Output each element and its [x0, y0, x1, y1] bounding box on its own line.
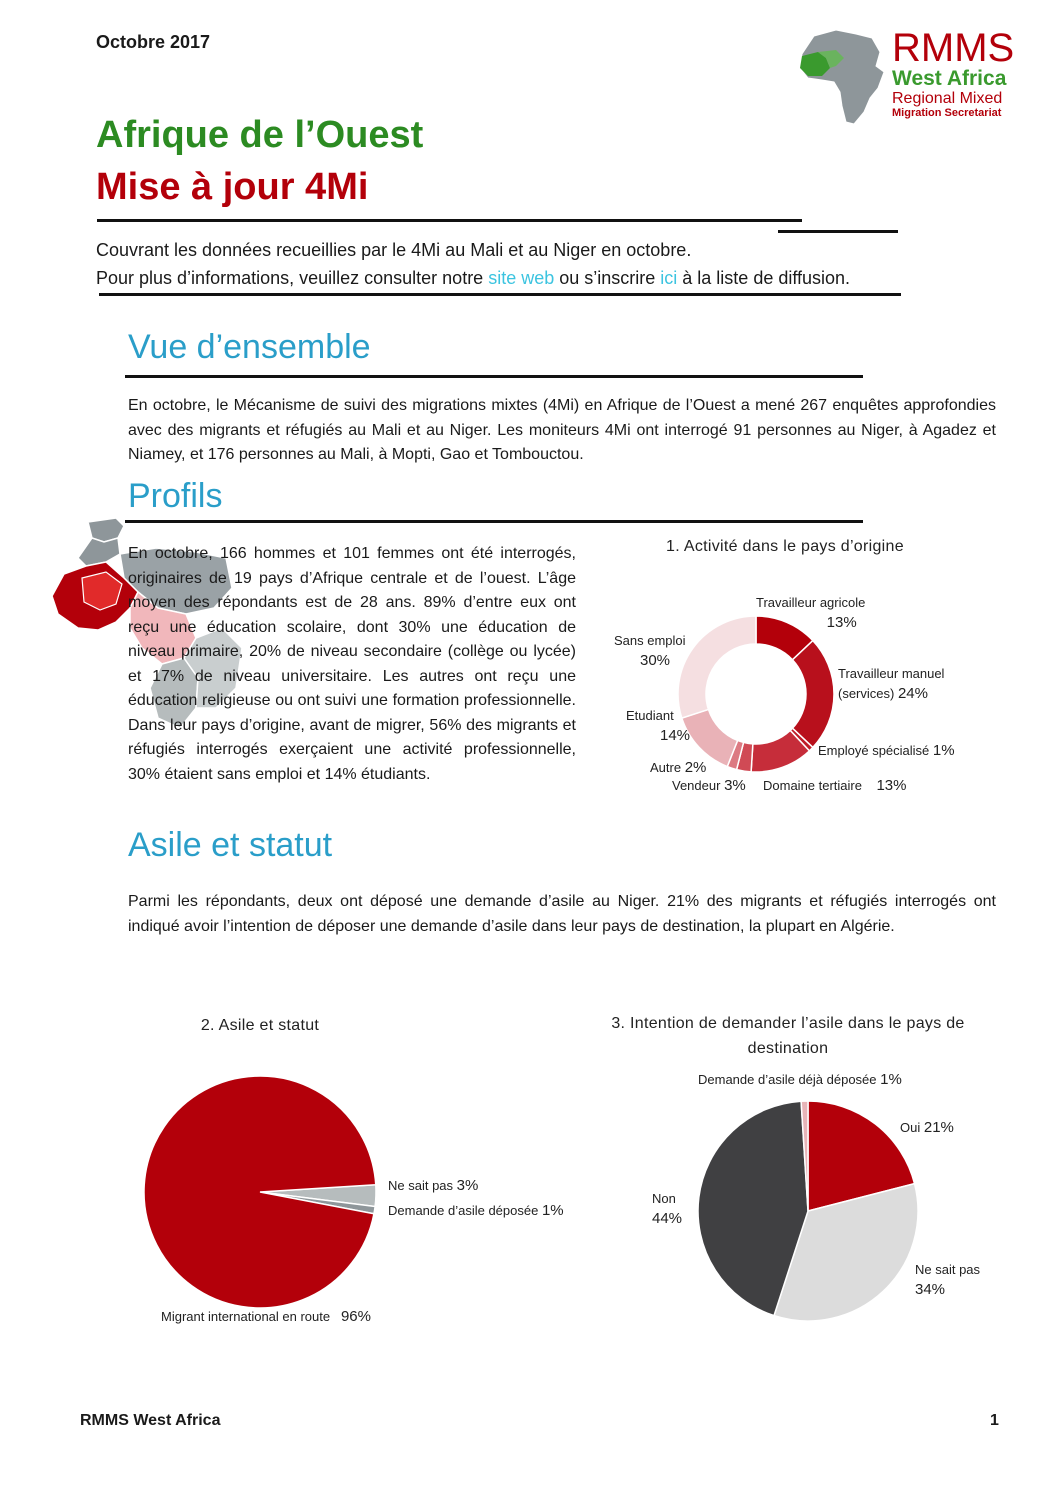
- chart1-slice-7: [678, 616, 756, 718]
- chart3-label-ne-sait-pas: [915, 1260, 980, 1300]
- chart1-label-sans-emploi-name: Sans emploi: [614, 633, 686, 648]
- chart3-label-non-name: Non: [652, 1191, 676, 1206]
- overview-heading: Vue d’ensemble: [128, 328, 371, 366]
- asile-paragraph: Parmi les répondants, deux ont déposé une demande d’asile au Niger. 21% des migrants et réfugiés interrogés ont indiqué avoir l’intention de déposer une demande d’asile dans leur pays de destination, la plupart en Algérie.: [128, 893, 996, 935]
- chart2-label-demande-name: Demande d’asile déposée: [388, 1203, 539, 1218]
- chart1-label-agricole: [756, 593, 865, 633]
- chart1-label-etudiant-name: Etudiant: [626, 708, 674, 723]
- chart3-label-oui-name: Oui: [900, 1120, 921, 1135]
- chart3-label-oui-value: 21%: [923, 1119, 954, 1136]
- chart2-label-demande: [388, 1201, 564, 1221]
- intro-line2-text-b: ou s’inscrire: [554, 268, 661, 288]
- chart1-label-sans-emploi: [614, 631, 686, 671]
- chart1-label-manuel-name: Travailleur manuel: [838, 666, 945, 681]
- chart1-label-agricole-name: Travailleur agricole: [756, 595, 866, 610]
- intro-line1: Couvrant les données recueillies par le 4Mi au Mali et au Niger en octobre.: [96, 240, 692, 260]
- activity-donut-chart: [671, 609, 841, 779]
- chart1-label-vendeur-value: 3%: [724, 777, 746, 794]
- mailing-list-link[interactable]: ici: [660, 268, 678, 288]
- status-pie-chart: [140, 1072, 380, 1312]
- chart1-slice-1: [792, 641, 834, 748]
- chart3-title: [580, 1011, 996, 1061]
- intro-bottom-rule: [99, 293, 901, 296]
- profils-heading: Profils: [128, 477, 223, 515]
- chart1-label-etudiant-value: 14%: [660, 727, 691, 744]
- chart2-label-migrant-name: Migrant international en route: [161, 1309, 331, 1324]
- overview-paragraph: En octobre, le Mécanisme de suivi des migrations mixtes (4Mi) en Afrique de l’Ouest a mené 267 enquêtes approfondies avec des migrants et réfugiés au Mali et au Niger. Les moniteurs 4Mi ont interrogé 91 personnes au Niger, à Agadez et Niamey, et 176 personnes au Mali, à Mopti, Gao et Tombouctou.: [128, 397, 996, 463]
- chart1-label-autre-name: Autre: [650, 760, 682, 775]
- chart1-label-etudiant: [626, 706, 690, 746]
- intro-line2-text-c: à la liste de diffusion.: [677, 268, 851, 288]
- chart3-label-deja-name: Demande d’asile déjà déposée: [698, 1072, 877, 1087]
- chart2-title: 2. Asile et statut: [200, 1017, 320, 1034]
- page-number: 1: [990, 1412, 999, 1429]
- logo-rmms-text: RMMS: [892, 26, 1015, 70]
- intro-top-rule: [778, 230, 898, 233]
- chart1-label-agricole-value: 13%: [826, 614, 857, 631]
- chart1-label-manuel-name2: (services): [838, 686, 895, 701]
- website-link[interactable]: site web: [488, 268, 555, 288]
- chart1-label-specialise-value: 1%: [932, 742, 955, 759]
- chart1-label-tertiaire: [763, 776, 906, 796]
- chart1-label-autre: [650, 758, 706, 778]
- chart1-label-vendeur-name: Vendeur: [672, 778, 721, 793]
- chart3-title-line2: destination: [747, 1040, 829, 1057]
- chart2-label-demande-value: 1%: [541, 1202, 564, 1219]
- intro-block: [96, 236, 850, 292]
- footer-org: RMMS West Africa: [80, 1412, 221, 1429]
- logo-west-africa-text: West Africa: [892, 67, 1007, 90]
- asile-heading: Asile et statut: [128, 826, 333, 864]
- profils-paragraph: En octobre, 166 hommes et 101 femmes ont été interrogés, originaires de 19 pays d’Afrique centrale et de l’ouest. L’âge moyen des répondants est de 28 ans. 89% d’entre eux ont reçu une éducation scolaire, dont 30% une éducation de niveau primaire, 20% de niveau secondaire (collège ou lycée) et 17% de niveau universitaire. Les autres ont reçu une éducation religieuse ou ont suivi une formation professionnelle. Dans leur pays d’origine, avant de migrer, 56% des migrants et réfugiés interrogés exerçaient une activité professionnelle, 30% étaient sans emploi et 14% étudiants.: [128, 545, 576, 783]
- chart1-label-manuel: [838, 664, 944, 704]
- chart2-label-migrant: [161, 1307, 371, 1327]
- chart3-label-oui: [900, 1118, 954, 1138]
- chart3-label-non-value: 44%: [652, 1210, 683, 1227]
- chart3-label-ne-sait-pas-name: Ne sait pas: [915, 1262, 981, 1277]
- africa-map-logo-icon: [796, 28, 888, 128]
- page-title-update: Mise à jour 4Mi: [96, 166, 369, 208]
- logo-regional-mixed-text: Regional Mixed: [892, 90, 1003, 107]
- chart1-label-manuel-value: 24%: [897, 685, 928, 702]
- overview-rule: [125, 375, 863, 378]
- chart2-label-migrant-value: 96%: [340, 1308, 371, 1325]
- chart3-label-deja-value: 1%: [880, 1071, 902, 1088]
- chart1-label-vendeur: [672, 776, 746, 796]
- chart1-label-specialise: [818, 741, 955, 761]
- report-date: Octobre 2017: [96, 32, 211, 52]
- intro-line2: [96, 264, 850, 292]
- page-title-region: Afrique de l’Ouest: [96, 114, 424, 156]
- chart1-label-sans-emploi-value: 30%: [640, 652, 671, 669]
- chart1-label-tertiaire-value: 13%: [876, 777, 907, 794]
- chart3-label-deja: [698, 1070, 902, 1090]
- chart1-title: 1. Activité dans le pays d’origine: [666, 538, 904, 555]
- chart2-label-ne-sait-pas-name: Ne sait pas: [388, 1178, 454, 1193]
- chart1-label-tertiaire-name: Domaine tertiaire: [763, 778, 862, 793]
- logo-migration-secretariat-text: Migration Secretariat: [892, 107, 1002, 119]
- chart1-label-specialise-name: Employé spécialisé: [818, 743, 930, 758]
- chart3-label-non: [652, 1189, 682, 1229]
- rmms-logo: [796, 28, 1036, 128]
- intro-line2-text-a: Pour plus d’informations, veuillez consulter notre: [96, 268, 489, 288]
- title-rule: [97, 219, 802, 222]
- chart3-title-line1: 3. Intention de demander l’asile dans le pays de: [611, 1015, 965, 1032]
- chart1-label-autre-value: 2%: [684, 759, 707, 776]
- intention-pie-chart: [696, 1099, 920, 1323]
- chart3-label-ne-sait-pas-value: 34%: [915, 1281, 946, 1298]
- chart2-label-ne-sait-pas-value: 3%: [456, 1177, 479, 1194]
- chart2-label-ne-sait-pas: [388, 1176, 478, 1196]
